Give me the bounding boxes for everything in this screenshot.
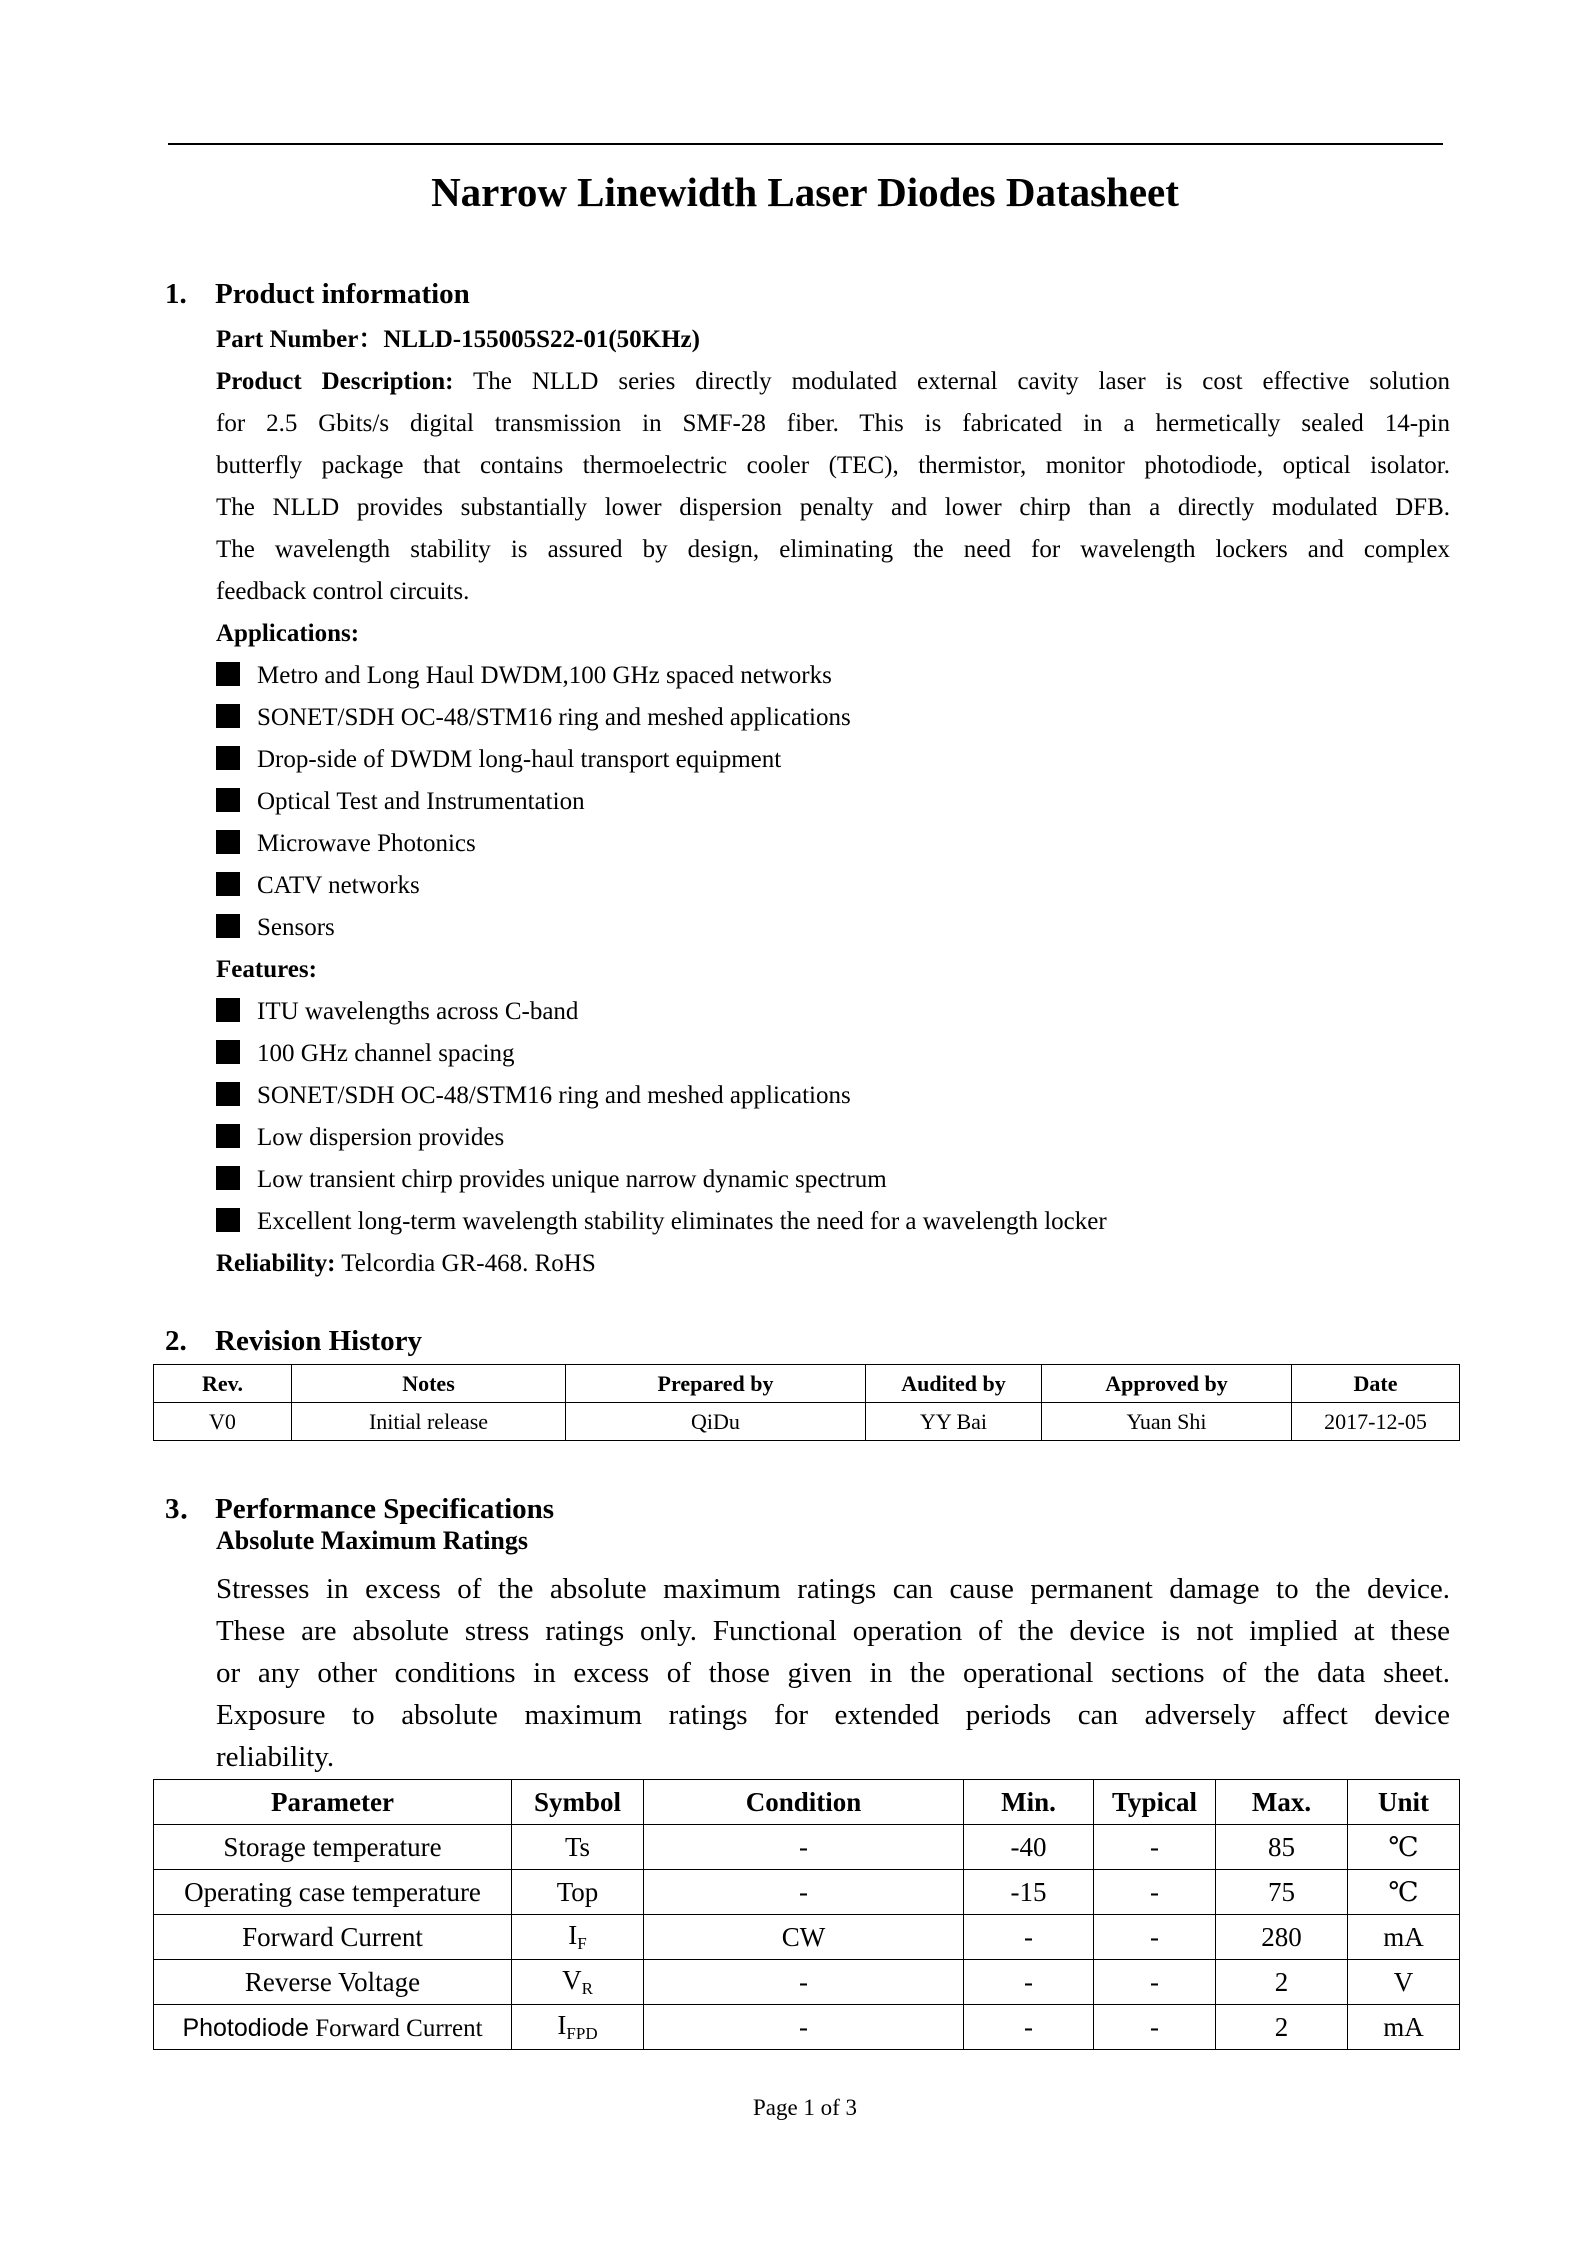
part-number-value: NLLD-155005S22-01(50KHz) — [383, 326, 700, 353]
paragraph-line: These are absolute stress ratings only. Functional operation of the device is not implied at these — [216, 1615, 1450, 1647]
list-item: Excellent long-term wavelength stability eliminates the need for a wavelength locker — [216, 1201, 1450, 1243]
list-item: Low transient chirp provides unique narrow dynamic spectrum — [216, 1159, 1450, 1201]
max-cell: 280 — [1216, 1915, 1348, 1960]
column-header: Prepared by — [566, 1365, 866, 1403]
table-row — [154, 1825, 1460, 1870]
column-header: Date — [1292, 1365, 1460, 1403]
square-bullet-icon — [216, 1166, 240, 1190]
table-cell: Yuan Shi — [1042, 1403, 1292, 1441]
square-bullet-icon — [216, 1208, 240, 1232]
symbol-cell: $I_F$ — [512, 1915, 644, 1960]
list-item: Sensors — [216, 907, 1450, 949]
section-title: Performance Specifications — [215, 1493, 555, 1525]
column-header: Min. — [964, 1780, 1094, 1825]
min-cell: -15 — [964, 1870, 1094, 1915]
paragraph-line: Stresses in excess of the absolute maximum ratings can cause permanent damage to the device. — [216, 1573, 1450, 1605]
min-cell: -40 — [964, 1825, 1094, 1870]
square-bullet-icon — [216, 1040, 240, 1064]
description-label: Product Description: — [216, 368, 454, 395]
min-cell: - — [964, 1915, 1094, 1960]
list-item: SONET/SDH OC-48/STM16 ring and meshed applications — [216, 697, 1450, 739]
table-cell: YY Bai — [866, 1403, 1042, 1441]
max-cell: 2 — [1216, 2005, 1348, 2050]
column-header: Notes — [292, 1365, 566, 1403]
column-header: Max. — [1216, 1780, 1348, 1825]
condition-cell: - — [644, 2005, 964, 2050]
unit-cell: mA — [1348, 1915, 1460, 1960]
column-header: Approved by — [1042, 1365, 1292, 1403]
section-title: Revision History — [215, 1325, 423, 1357]
part-number-line — [216, 319, 1450, 361]
column-header: Unit — [1348, 1780, 1460, 1825]
paragraph-line: or any other conditions in excess of those given in the operational sections of the data sheet. — [216, 1657, 1450, 1689]
description-line: The wavelength stability is assured by design, eliminating the need for wavelength lockers and complex — [216, 536, 1450, 563]
section-title: Product information — [215, 278, 470, 310]
condition-cell: CW — [644, 1915, 964, 1960]
part-number-label: Part Number： — [216, 326, 384, 353]
square-bullet-icon — [216, 998, 240, 1022]
parameter-cell: Reverse Voltage — [154, 1960, 512, 2005]
max-cell: 75 — [1216, 1870, 1348, 1915]
unit-cell: mA — [1348, 2005, 1460, 2050]
stress-paragraph — [216, 1568, 1450, 1778]
list-item: 100 GHz channel spacing — [216, 1033, 1450, 1075]
column-header: Audited by — [866, 1365, 1042, 1403]
page-title: Narrow Linewidth Laser Diodes Datasheet — [431, 169, 1179, 215]
description-line: butterfly package that contains thermoelectric cooler (TEC), thermistor, monitor photodiode, optical isolator. — [216, 452, 1450, 479]
list-item: SONET/SDH OC-48/STM16 ring and meshed applications — [216, 1075, 1450, 1117]
column-header: Typical — [1094, 1780, 1216, 1825]
unit-cell: ℃ — [1348, 1825, 1460, 1870]
list-item: Microwave Photonics — [216, 823, 1450, 865]
section-number: 3． — [165, 1493, 209, 1525]
min-cell: - — [964, 1960, 1094, 2005]
square-bullet-icon — [216, 872, 240, 896]
product-info-body — [216, 319, 1450, 1285]
square-bullet-icon — [216, 830, 240, 854]
section-number: 2. — [165, 1325, 187, 1357]
paragraph-line: Exposure to absolute maximum ratings for extended periods can adversely affect device — [216, 1699, 1450, 1731]
table-header-row — [154, 1365, 1460, 1403]
symbol-cell: Top — [512, 1870, 644, 1915]
page-number: Page 1 of 3 — [752, 2095, 858, 2120]
table-row — [154, 1870, 1460, 1915]
parameter-cell: Storage temperature — [154, 1825, 512, 1870]
min-cell: - — [964, 2005, 1094, 2050]
section-number: 1. — [165, 278, 187, 310]
table-cell: 2017-12-05 — [1292, 1403, 1460, 1441]
column-header: Symbol — [512, 1780, 644, 1825]
description-text: The NLLD series directly modulated external cavity laser is cost effective solution — [473, 368, 1450, 395]
parameter-cell: Operating case temperature — [154, 1870, 512, 1915]
description-line: The NLLD provides substantially lower dispersion penalty and lower chirp than a directly modulated DFB. — [216, 494, 1450, 521]
condition-cell: - — [644, 1825, 964, 1870]
parameter-cell: Photodiode Forward Current — [154, 2005, 512, 2050]
paragraph-line: reliability. — [216, 1741, 335, 1773]
table-header-row — [154, 1780, 1460, 1825]
description-line: feedback control circuits. — [216, 578, 470, 605]
condition-cell: - — [644, 1870, 964, 1915]
list-item: CATV networks — [216, 865, 1450, 907]
table-row — [154, 1915, 1460, 1960]
square-bullet-icon — [216, 704, 240, 728]
reliability-label: Reliability: — [216, 1250, 336, 1277]
top-rule — [168, 143, 1443, 145]
typical-cell: - — [1094, 1825, 1216, 1870]
subheading: Absolute Maximum Ratings — [216, 1526, 529, 1555]
description-line — [216, 361, 1450, 403]
column-header: Condition — [644, 1780, 964, 1825]
square-bullet-icon — [216, 788, 240, 812]
typical-cell: - — [1094, 1960, 1216, 2005]
table-cell: Initial release — [292, 1403, 566, 1441]
parameter-cell: Forward Current — [154, 1915, 512, 1960]
list-item: ITU wavelengths across C-band — [216, 991, 1450, 1033]
column-header: Parameter — [154, 1780, 512, 1825]
description-line: for 2.5 Gbits/s digital transmission in SMF-28 fiber. This is fabricated in a hermetically sealed 14-pin — [216, 410, 1450, 437]
section-1-heading — [165, 278, 470, 311]
unit-cell: ℃ — [1348, 1870, 1460, 1915]
max-cell: 2 — [1216, 1960, 1348, 2005]
condition-cell: - — [644, 1960, 964, 2005]
max-cell: 85 — [1216, 1825, 1348, 1870]
reliability-value: Telcordia GR-468. RoHS — [341, 1250, 596, 1277]
table-row — [154, 2005, 1460, 2050]
square-bullet-icon — [216, 746, 240, 770]
unit-cell: V — [1348, 1960, 1460, 2005]
table-cell: QiDu — [566, 1403, 866, 1441]
list-item: Metro and Long Haul DWDM,100 GHz spaced networks — [216, 655, 1450, 697]
square-bullet-icon — [216, 1082, 240, 1106]
applications-label: Applications: — [216, 620, 360, 647]
square-bullet-icon — [216, 914, 240, 938]
revision-history-table — [153, 1364, 1460, 1441]
symbol-cell: $V_R$ — [512, 1960, 644, 2005]
section-3-heading — [165, 1486, 554, 1527]
typical-cell: - — [1094, 1915, 1216, 1960]
table-cell: V0 — [154, 1403, 292, 1441]
features-label: Features: — [216, 956, 317, 983]
square-bullet-icon — [216, 1124, 240, 1148]
square-bullet-icon — [216, 662, 240, 686]
reliability-line — [216, 1243, 1450, 1285]
table-row — [154, 1403, 1460, 1441]
symbol-cell: $I_{FPD}$ — [512, 2005, 644, 2050]
symbol-cell: Ts — [512, 1825, 644, 1870]
list-item: Optical Test and Instrumentation — [216, 781, 1450, 823]
typical-cell: - — [1094, 1870, 1216, 1915]
list-item: Drop-side of DWDM long-haul transport equipment — [216, 739, 1450, 781]
absolute-maximum-ratings-table — [153, 1779, 1460, 2050]
table-row — [154, 1960, 1460, 2005]
column-header: Rev. — [154, 1365, 292, 1403]
section-2-heading — [165, 1325, 422, 1358]
typical-cell: - — [1094, 2005, 1216, 2050]
list-item: Low dispersion provides — [216, 1117, 1450, 1159]
